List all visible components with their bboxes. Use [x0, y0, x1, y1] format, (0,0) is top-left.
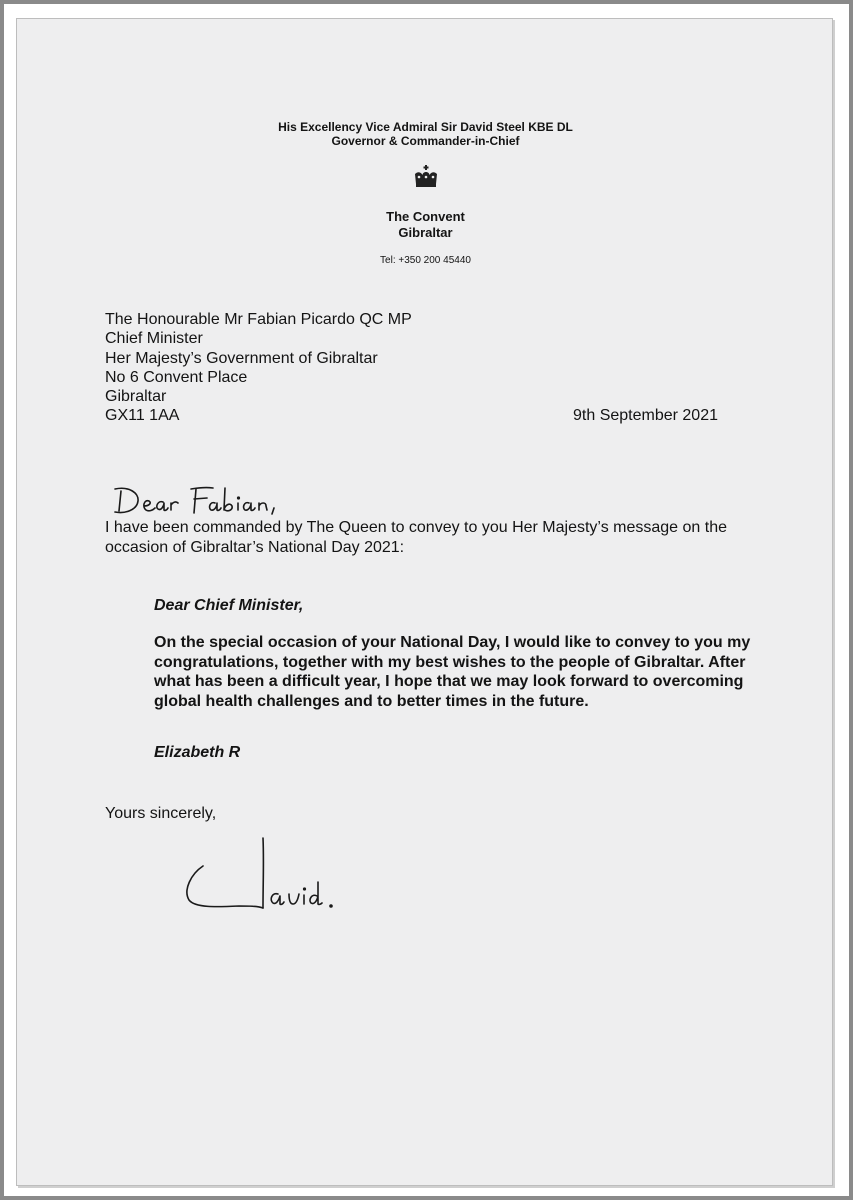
crown-icon: [413, 165, 439, 189]
recipient-line: No 6 Convent Place: [105, 368, 248, 386]
recipient-line: The Honourable Mr Fabian Picardo QC MP: [105, 311, 412, 328]
telephone: Tel: +350 200 45440: [380, 255, 471, 266]
message-body: On the special occasion of your National Day, I would like to convey to you my congratulations, together with my best wishes to the people of Gibraltar. After what has been a difficult year, I hope that we may look forward to overcoming global health challenges and to better times in the future.: [154, 634, 751, 710]
closing: Yours sincerely,: [105, 805, 217, 822]
address-line-2: Gibraltar: [398, 225, 453, 240]
message-signoff: Elizabeth R: [154, 744, 241, 761]
recipient-line: Chief Minister: [105, 330, 203, 348]
recipient-line: GX11 1AA: [105, 407, 180, 425]
message-salutation: Dear Chief Minister,: [154, 597, 304, 614]
recipient-line: Gibraltar: [105, 388, 167, 406]
recipient-address: [105, 310, 412, 426]
handwritten-signature: [177, 834, 377, 934]
intro-paragraph: I have been commanded by The Queen to convey to you Her Majesty’s message on the occasion of Gibraltar’s National Day 2021:: [105, 519, 727, 556]
sender-name: His Excellency Vice Admiral Sir David Steel KBE DL: [278, 120, 573, 134]
sender-title: Governor & Commander-in-Chief: [331, 134, 520, 148]
recipient-line: Her Majesty’s Government of Gibraltar: [105, 349, 378, 367]
letter-sheet: [16, 18, 833, 1186]
address-line-1: The Convent: [386, 209, 465, 224]
letter-date: 9th September 2021: [573, 407, 718, 424]
